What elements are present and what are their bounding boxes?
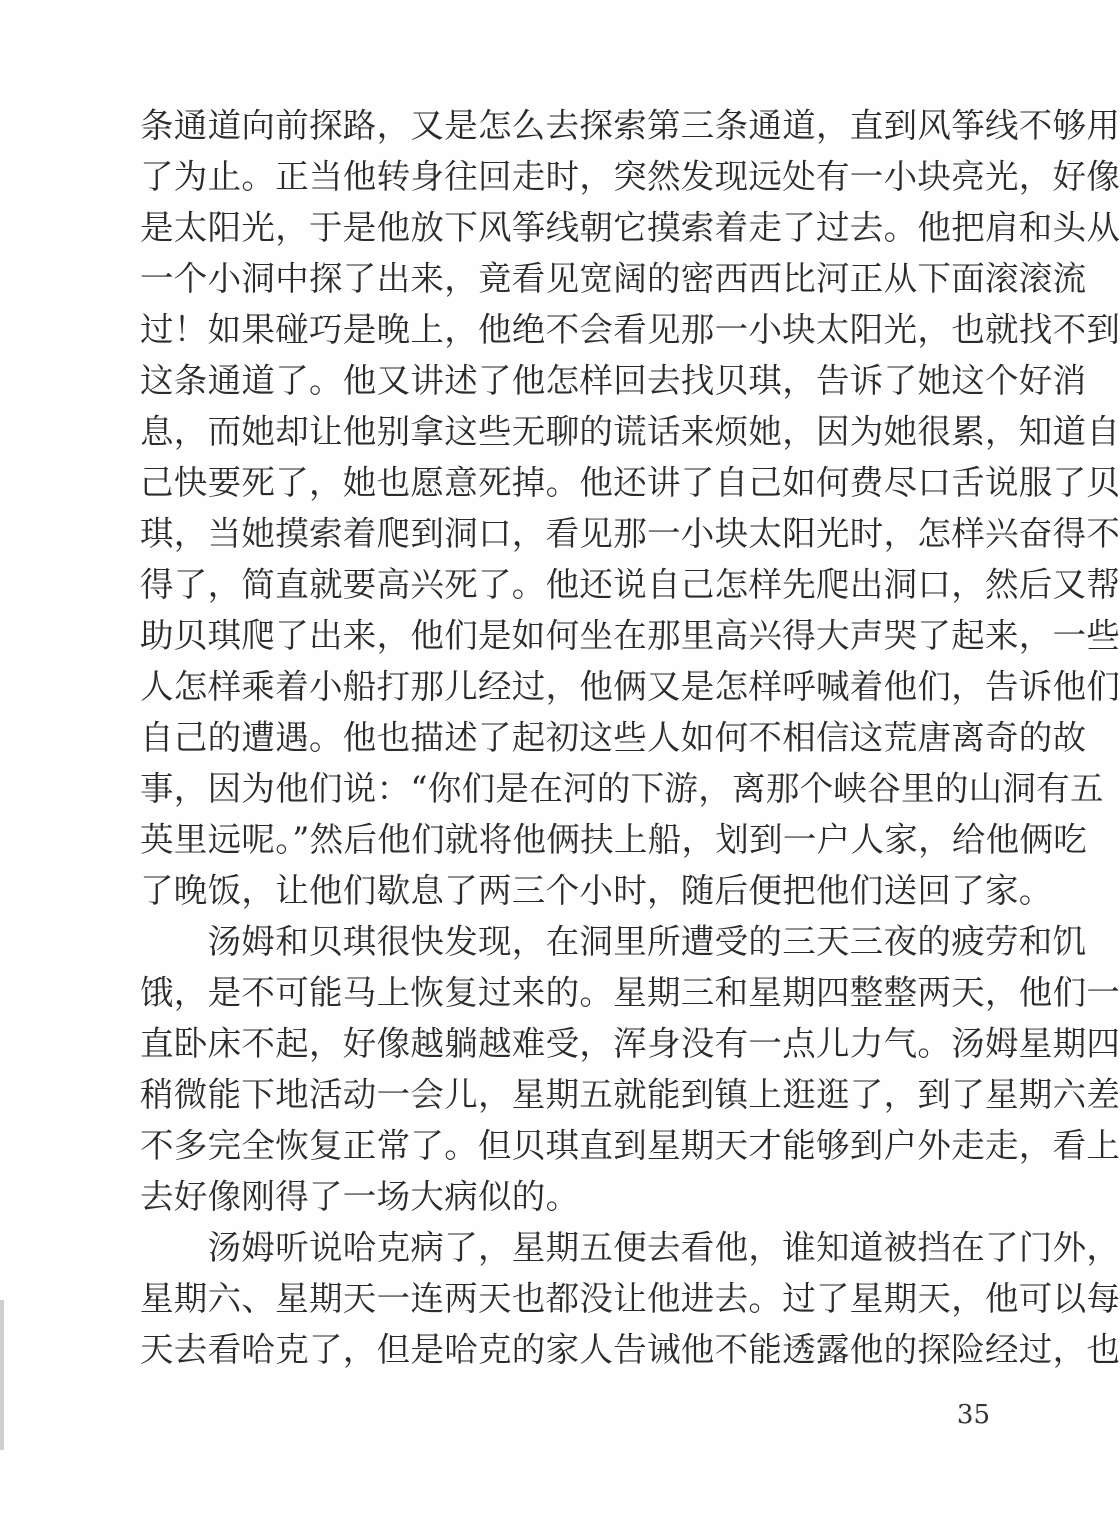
page-edge-shadow — [0, 1300, 4, 1450]
text-line: 得了，简直就要高兴死了。他还说自己怎样先爬出洞口，然后又帮 — [140, 565, 1120, 604]
page-number: 35 — [956, 1400, 990, 1430]
text-line: 了晚饭，让他们歇息了两三个小时，随后便把他们送回了家。 — [140, 871, 1053, 910]
text-line: 了为止。正当他转身往回走时，突然发现远处有一小块亮光，好像 — [140, 157, 1120, 196]
text-line: 这条通道了。他又讲述了他怎样回去找贝琪，告诉了她这个好消 — [140, 361, 1087, 400]
text-line: 助贝琪爬了出来，他们是如何坐在那里高兴得大声哭了起来，一些 — [140, 616, 1120, 655]
text-line: 不多完全恢复正常了。但贝琪直到星期天才能够到户外走走，看上 — [140, 1126, 1120, 1165]
text-line: 条通道向前探路，又是怎么去探索第三条通道，直到风筝线不够用 — [140, 106, 1120, 145]
text-line: 英里远呢。”然后他们就将他俩扶上船，划到一户人家，给他俩吃 — [140, 820, 1088, 859]
text-line: 去好像刚得了一场大病似的。 — [140, 1177, 580, 1216]
text-line: 人怎样乘着小船打那儿经过，他俩又是怎样呼喊着他们，告诉他们 — [140, 667, 1120, 706]
text-line: 汤姆听说哈克病了，星期五便去看他，谁知道被挡在了门外， — [140, 1228, 1120, 1267]
text-line: 事，因为他们说：“你们是在河的下游，离那个峡谷里的山洞有五 — [140, 769, 1104, 808]
text-line: 己快要死了，她也愿意死掉。他还讲了自己如何费尽口舌说服了贝 — [140, 463, 1120, 502]
text-line: 一个小洞中探了出来，竟看见宽阔的密西西比河正从下面滚滚流 — [140, 259, 1087, 298]
text-line: 直卧床不起，好像越躺越难受，浑身没有一点儿力气。汤姆星期四 — [140, 1024, 1120, 1063]
text-line: 是太阳光，于是他放下风筝线朝它摸索着走了过去。他把肩和头从 — [140, 208, 1120, 247]
text-line: 琪，当她摸索着爬到洞口，看见那一小块太阳光时，怎样兴奋得不 — [140, 514, 1120, 553]
body-text — [140, 100, 1120, 1375]
text-line: 星期六、星期天一连两天也都没让他进去。过了星期天，他可以每 — [140, 1279, 1120, 1318]
text-line: 自己的遭遇。他也描述了起初这些人如何不相信这荒唐离奇的故 — [140, 718, 1087, 757]
text-line: 汤姆和贝琪很快发现，在洞里所遭受的三天三夜的疲劳和饥 — [140, 922, 1087, 961]
text-line: 天去看哈克了，但是哈克的家人告诫他不能透露他的探险经过，也 — [140, 1330, 1120, 1369]
text-line: 息，而她却让他别拿这些无聊的谎话来烦她，因为她很累，知道自 — [140, 412, 1120, 451]
text-line: 过！如果碰巧是晚上，他绝不会看见那一小块太阳光，也就找不到 — [140, 310, 1120, 349]
text-line: 稍微能下地活动一会儿，星期五就能到镇上逛逛了，到了星期六差 — [140, 1075, 1120, 1114]
text-line: 饿，是不可能马上恢复过来的。星期三和星期四整整两天，他们一 — [140, 973, 1120, 1012]
